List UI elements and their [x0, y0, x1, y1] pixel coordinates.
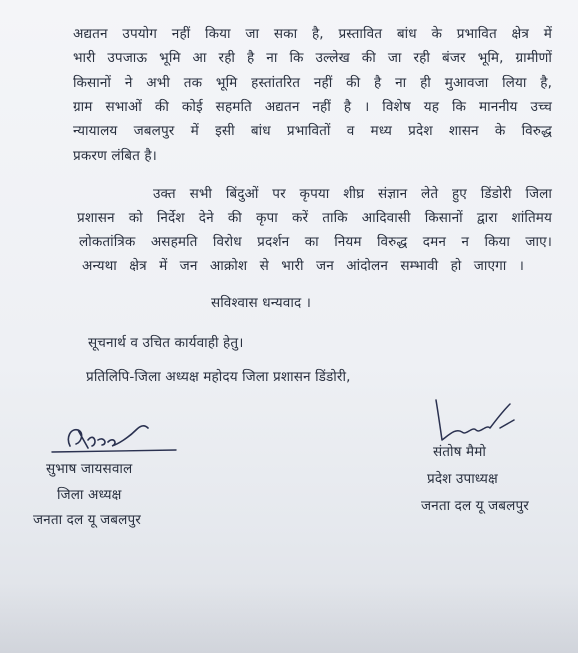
right-signatory-organization: जनता दल यू जबलपुर [421, 498, 529, 514]
left-signatory-designation: जिला अध्यक्ष [57, 487, 122, 503]
paragraph1-line3: किसानों ने अभी तक भूमि हस्तांतरित नहीं की है ना ही मुआवजा लिया है, [73, 75, 552, 91]
info-action-line: सूचनार्थ व उचित कार्यवाही हेतु। [88, 335, 244, 351]
right-signatory-designation: प्रदेश उपाध्यक्ष [427, 471, 498, 487]
copy-to-line: प्रतिलिपि-जिला अध्यक्ष महोदय जिला प्रशासन डिंडोरी, [86, 369, 351, 385]
right-signatory-name: संतोष मैमो [433, 444, 487, 460]
paragraph1-line2: भारी उपजाऊ भूमि आ रही है ना कि उल्लेख की जा रही बंजर भूमि, ग्रामीणों [73, 50, 552, 66]
paragraph1-line4: ग्राम सभाओं की कोई सहमति अद्यतन नहीं है । विशेष यह कि माननीय उच्च [73, 99, 552, 115]
paragraph1-line5: न्यायालय जबलपुर में इसी बांध प्रभावितों व मध्य प्रदेश शासन के विरुद्ध [73, 123, 552, 139]
left-signature [48, 418, 183, 458]
paragraph1-line6: प्रकरण लंबित है। [73, 148, 157, 164]
paragraph1-line1: अद्यतन उपयोग नहीं किया जा सका है, प्रस्तावित बांध के प्रभावित क्षेत्र में [73, 26, 552, 42]
left-signatory-name: सुभाष जायसवाल [46, 461, 133, 477]
paragraph2-line4: अन्यथा क्षेत्र में जन आक्रोश से भारी जन आंदोलन सम्भावी हो जाएगा । [82, 258, 524, 274]
paragraph2-line1: उक्त सभी बिंदुओं पर कृपया शीघ्र संज्ञान लेते हुए डिंडोरी जिला [153, 186, 552, 202]
page-bottom-shadow [0, 583, 578, 653]
paragraph2-line3: लोकतांत्रिक असहमति विरोध प्रदर्शन का नियम विरुद्ध दमन न किया जाए। [79, 234, 552, 250]
left-signatory-organization: जनता दल यू जबलपुर [33, 512, 141, 528]
paragraph2-line2: प्रशासन को निर्देश देने की कृपा करें ताकि आदिवासी किसानों द्वारा शांतिमय [77, 210, 552, 226]
closing-thanks: सविश्वास धन्यवाद । [211, 295, 311, 311]
